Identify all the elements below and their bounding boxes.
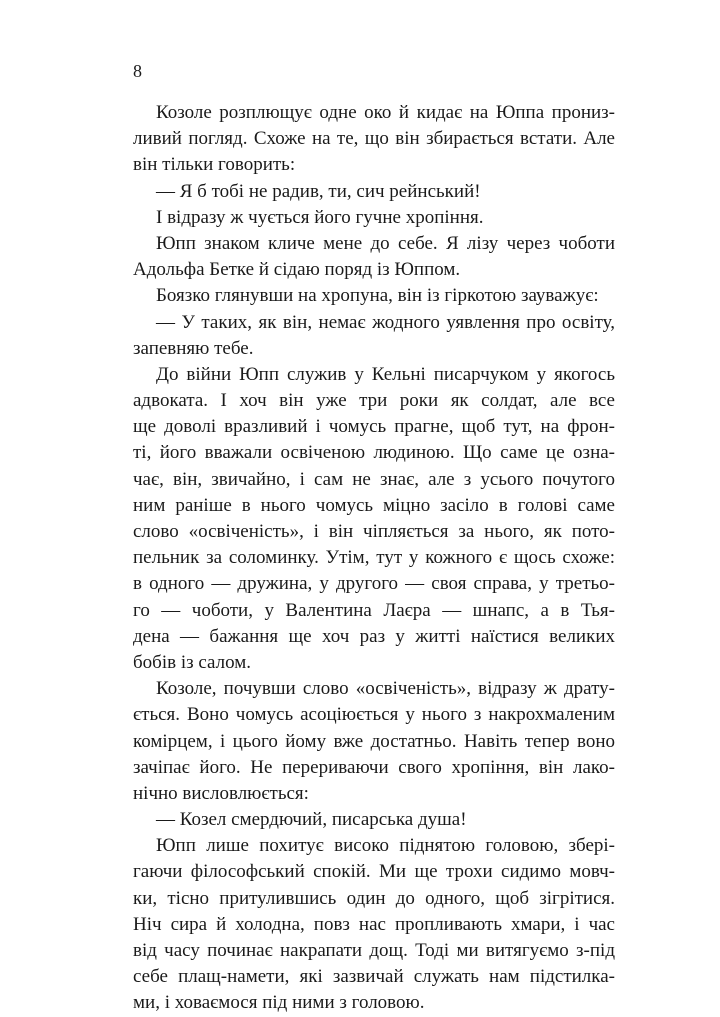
text-line: бобів із салом. [133, 651, 252, 673]
body-text [133, 100, 615, 1017]
page-number: 8 [133, 61, 142, 81]
text-line: Адольфа Бетке й сідаю поряд із Юппом. [133, 259, 461, 281]
text-line: До війни Юпп служив у Кельні писарчуком у якогось [156, 363, 615, 385]
text-line: гаючи філософський спокій. Ми ще трохи сидимо мовч- [133, 861, 615, 883]
text-line: — Я б тобі не радив, ти, сич рейнський! [156, 180, 481, 202]
text-line: запевняю тебе. [133, 337, 254, 359]
text-line: нічно висловлюється: [133, 782, 309, 804]
text-line: Боязко глянувши на хропуна, він із гіркотою зауважує: [156, 285, 599, 307]
text-line: І відразу ж чується його гучне хропіння. [156, 206, 484, 228]
text-line: себе плащ-намети, які зазвичай служать нам підстилка- [133, 966, 615, 988]
text-line: ті, його вважали освіченою людиною. Що саме це озна- [133, 442, 615, 464]
text-line: Юпп знаком кличе мене до себе. Я лізу через чоботи [156, 232, 615, 254]
text-line: від часу починає накрапати дощ. Тоді ми витягуємо з-під [133, 940, 615, 961]
text-line: Козоле, почувши слово «освіченість», відразу ж драту- [156, 678, 615, 700]
text-line: зачіпає його. Не перериваючи свого хропіння, він лако- [133, 756, 615, 778]
text-line: він тільки говорить: [133, 154, 296, 176]
text-line: ним раніше в нього чомусь міцно засіло в голові саме [133, 494, 615, 516]
text-line: ливий погляд. Схоже на те, що він збирається встати. Але [133, 128, 615, 150]
text-line: слово «освіченість», і він чіпляється за нього, як пото- [133, 521, 615, 542]
text-line: Козоле розплющує одне око й кидає на Юппа прониз- [156, 102, 615, 123]
text-line: в одного — дружина, у другого — своя справа, у третьо- [133, 573, 615, 595]
text-line: ки, тісно притулившись один до одного, щоб зігрітися. [133, 887, 615, 909]
text-line: ється. Воно чомусь асоціюється у нього з накрохмаленим [133, 704, 615, 726]
text-line: ми, і ховаємося під ними з головою. [133, 992, 425, 1014]
text-line: ще доволі вразливий і чомусь прагне, щоб тут, на фрон- [133, 416, 615, 438]
text-line: дена — бажання ще хоч раз у житті наїстися великих [133, 625, 615, 647]
text-line: чає, він, звичайно, і сам не знає, але з усього почутого [133, 468, 615, 490]
text-line: Ніч сира й холодна, повз нас пропливають хмари, і час [133, 913, 615, 935]
text-line: комірцем, і цього йому вже достатньо. Навіть тепер воно [133, 730, 615, 752]
text-line: — Козел смердючий, писарська душа! [156, 809, 467, 831]
text-line: Юпп лише похитує високо піднятою головою, збері- [156, 835, 615, 857]
text-line: пельник за соломинку. Утім, тут у кожного є щось схоже: [133, 547, 615, 569]
text-line: го — чоботи, у Валентина Лаєра — шнапс, а в Тья- [133, 599, 615, 621]
text-line: — У таких, як він, немає жодного уявлення про освіту, [156, 311, 615, 333]
text-line: адвоката. І хоч він уже три роки як солдат, але все [133, 390, 615, 412]
